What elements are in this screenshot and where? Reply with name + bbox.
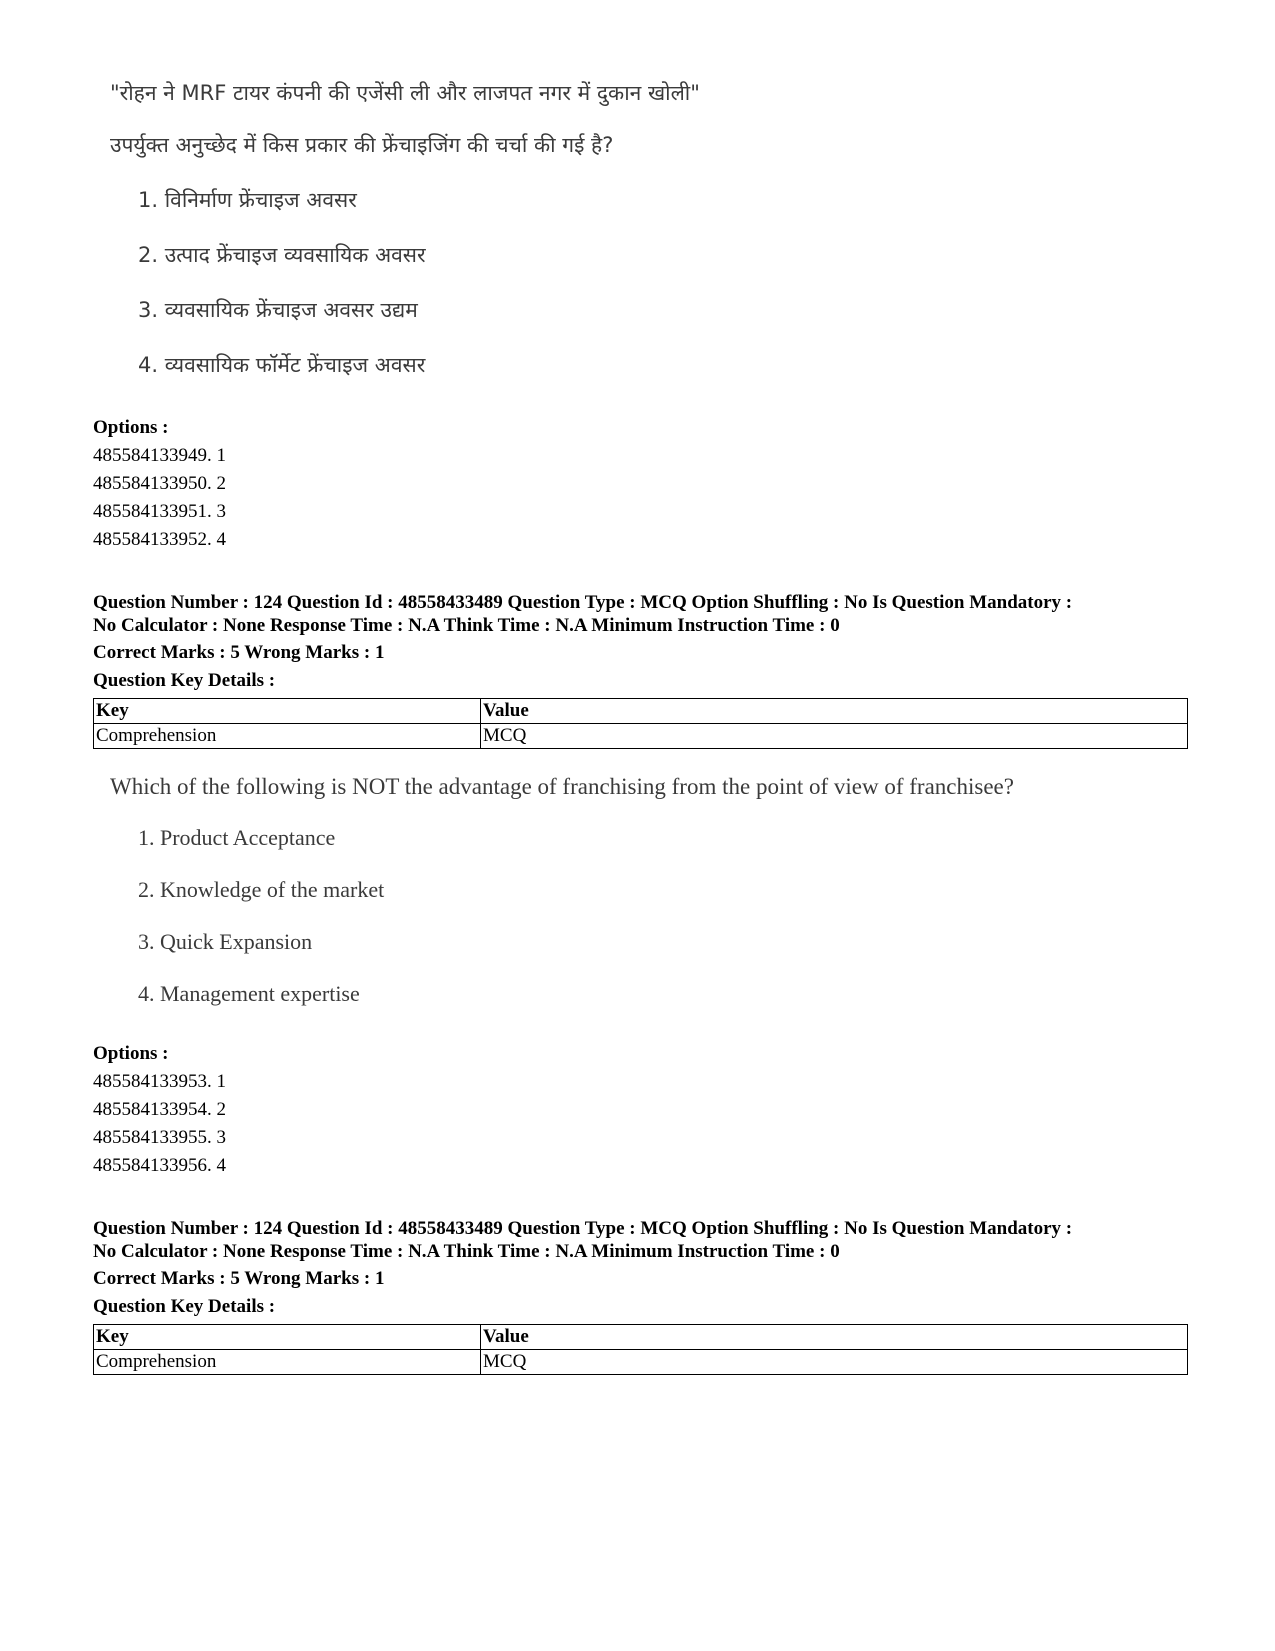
options-label: Options : <box>93 417 169 438</box>
option-item: 485584133955. 3 <box>93 1127 226 1148</box>
table-row <box>94 724 1188 749</box>
key-details-table <box>93 698 1188 749</box>
table-cell-key: Comprehension <box>94 1350 481 1375</box>
options-label: Options : <box>93 1043 169 1064</box>
question-choice-3: 3. Quick Expansion <box>138 929 313 954</box>
option-item: 485584133953. 1 <box>93 1071 226 1092</box>
option-item: 485584133952. 4 <box>93 529 226 550</box>
question-choice-4: 4. Management expertise <box>138 981 360 1006</box>
key-details-label: Question Key Details : <box>93 670 276 691</box>
table-header-row <box>94 699 1188 724</box>
marks-line: Correct Marks : 5 Wrong Marks : 1 <box>93 642 385 663</box>
option-item: 485584133949. 1 <box>93 445 226 466</box>
table-header-value: Value <box>481 1325 1188 1350</box>
table-cell-key: Comprehension <box>94 724 481 749</box>
question-meta-line-2: No Calculator : None Response Time : N.A Think Time : N.A Minimum Instruction Time : 0 <box>93 615 840 636</box>
table-header-key: Key <box>94 1325 481 1350</box>
question-image-english <box>108 772 1108 1012</box>
question-meta-line-1: Question Number : 124 Question Id : 48558433489 Question Type : MCQ Option Shuffling : No Is Question Mandatory : <box>93 1218 1073 1239</box>
question-meta-line-2: No Calculator : None Response Time : N.A Think Time : N.A Minimum Instruction Time : 0 <box>93 1241 840 1262</box>
table-row <box>94 1350 1188 1375</box>
question-stem: Which of the following is NOT the advantage of franchising from the point of view of franchisee? <box>110 774 1014 799</box>
question-stem-line-1: "रोहन ने MRF टायर कंपनी की एजेंसी ली और लाजपत नगर में दुकान खोली" <box>110 81 700 105</box>
table-cell-value: MCQ <box>481 1350 1188 1375</box>
option-item: 485584133954. 2 <box>93 1099 226 1120</box>
question-choice-4: 4. व्यवसायिक फॉर्मेट फ्रेंचाइज अवसर <box>138 353 426 377</box>
table-header-key: Key <box>94 699 481 724</box>
option-item: 485584133951. 3 <box>93 501 226 522</box>
table-header-row <box>94 1325 1188 1350</box>
marks-line: Correct Marks : 5 Wrong Marks : 1 <box>93 1268 385 1289</box>
option-item: 485584133950. 2 <box>93 473 226 494</box>
question-choice-3: 3. व्यवसायिक फ्रेंचाइज अवसर उद्यम <box>138 298 418 322</box>
question-choice-1: 1. विनिर्माण फ्रेंचाइज अवसर <box>138 188 357 212</box>
question-image-hindi <box>108 78 1108 388</box>
key-details-label: Question Key Details : <box>93 1296 276 1317</box>
option-item: 485584133956. 4 <box>93 1155 226 1176</box>
question-choice-1: 1. Product Acceptance <box>138 825 336 850</box>
question-choice-2: 2. उत्पाद फ्रेंचाइज व्यवसायिक अवसर <box>138 243 426 267</box>
table-header-value: Value <box>481 699 1188 724</box>
key-details-table <box>93 1324 1188 1375</box>
question-choice-2: 2. Knowledge of the market <box>138 877 385 902</box>
question-stem-line-2: उपर्युक्त अनुच्छेद में किस प्रकार की फ्रेंचाइजिंग की चर्चा की गई है? <box>110 133 614 157</box>
question-meta-line-1: Question Number : 124 Question Id : 48558433489 Question Type : MCQ Option Shuffling : No Is Question Mandatory : <box>93 592 1073 613</box>
table-cell-value: MCQ <box>481 724 1188 749</box>
